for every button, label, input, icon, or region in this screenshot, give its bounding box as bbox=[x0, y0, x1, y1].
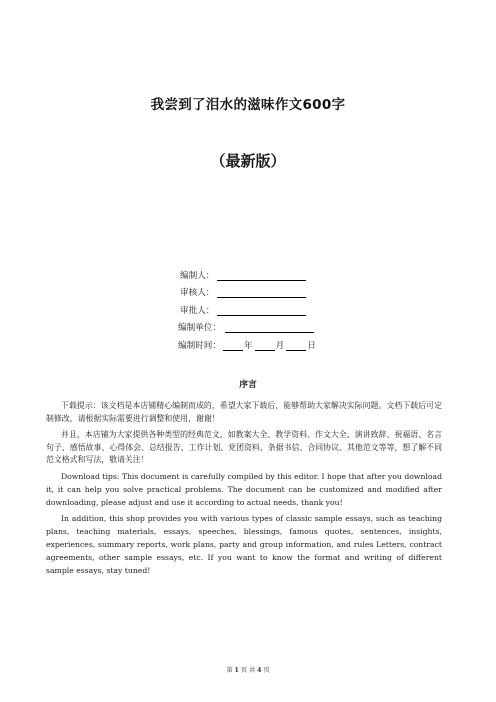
footer-total-pages: 4 bbox=[257, 667, 262, 674]
reviewer-label: 审核人： bbox=[180, 288, 215, 298]
day-blank bbox=[286, 341, 306, 351]
reviewer-row bbox=[180, 281, 316, 299]
day-label: 日 bbox=[307, 340, 316, 351]
document-title: 我尝到了泪水的滋味作文600字 bbox=[150, 97, 346, 113]
document-subtitle: （最新版） bbox=[210, 152, 286, 170]
editor-row bbox=[180, 263, 316, 281]
editor-blank bbox=[217, 271, 306, 281]
paragraph-shop-info-en: In addition, this shop provides you with various types of classic sample essays, such as teaching plans, teaching materials, essays, speeches, blessings, famous quotes, sentences, insights, experiences, summary reports, work plans, party and group information, and rules Letters, contract agreements, other sample essays, etc. If you want to know the format and writing of different sample essays, stay tuned! bbox=[46, 514, 442, 575]
unit-blank bbox=[225, 323, 314, 333]
paragraph-shop-info-cn: 并且，本店铺为大家提供各种类型的经典范文，如教案大全、教学资料、作文大全、演讲致辞、祝福语、名言句子、感悟故事、心得体会、总结报告、工作计划、党团资料、条据书信、合同协议、其他范文等等，想了解不同范文格式和写法，敬请关注！ bbox=[46, 430, 442, 465]
footer-prefix: 第 bbox=[226, 667, 233, 674]
unit-row bbox=[178, 316, 316, 334]
unit-label: 编制单位： bbox=[178, 323, 221, 333]
month-blank bbox=[255, 341, 275, 351]
paragraph-download-tips-en: Download tips: This document is carefully compiled by this editor. I hope that after you download it, it can help you solve practical problems. The document can be customized and modified after downloading, please adjust and use it according to actual needs, thank you! bbox=[46, 471, 442, 507]
year-label: 年 bbox=[243, 340, 253, 351]
year-blank bbox=[223, 341, 243, 351]
approver-row bbox=[180, 298, 316, 316]
month-label: 月 bbox=[275, 340, 285, 351]
preface-title: 序言 bbox=[239, 380, 257, 390]
preface-body bbox=[46, 400, 442, 581]
time-label: 编制时间： bbox=[178, 340, 221, 351]
footer-middle: 页 共 bbox=[240, 667, 256, 674]
paragraph-download-tips-cn: 下载提示：该文档是本店铺精心编制而成的，希望大家下载后，能够帮助大家解决实际问题。文档下载后可定制修改，请根据实际需要进行调整和使用，谢谢！ bbox=[46, 401, 442, 423]
editor-label: 编制人： bbox=[180, 270, 215, 281]
footer-suffix: 页 bbox=[263, 667, 270, 674]
time-row bbox=[178, 333, 316, 351]
approver-label: 审批人： bbox=[180, 305, 215, 316]
page-footer bbox=[0, 665, 496, 674]
reviewer-blank bbox=[217, 288, 306, 298]
meta-block bbox=[180, 263, 316, 351]
footer-page-number: 1 bbox=[234, 667, 239, 674]
approver-blank bbox=[217, 306, 306, 316]
